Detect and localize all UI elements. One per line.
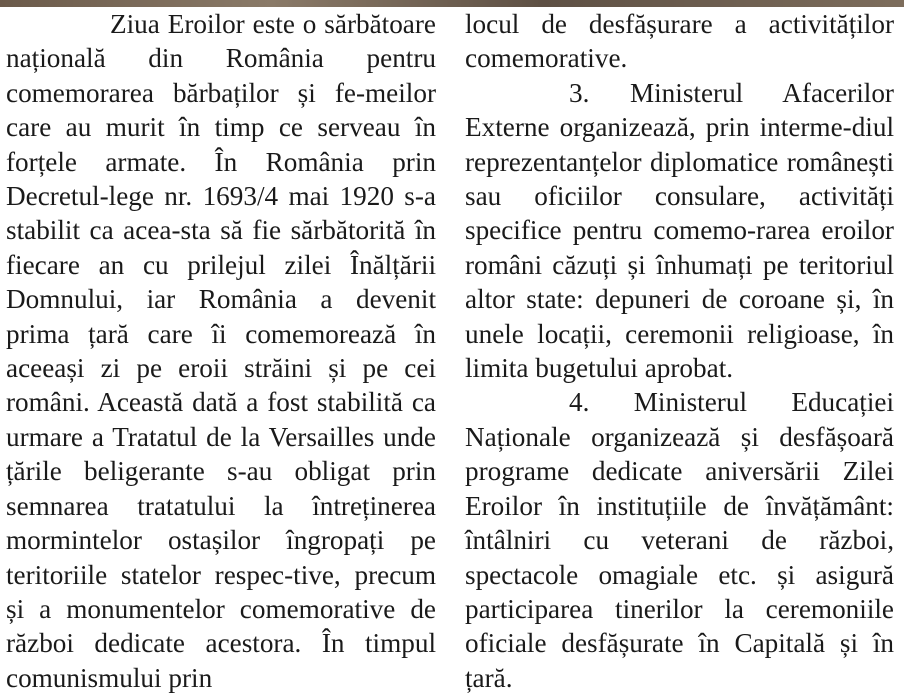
paragraph-continuation: locul de desfășurare a activităților comemorative. (465, 9, 894, 74)
item-3-ministerul-afacerilor-externe: 3. Ministerul Afacerilor Externe organizează, prin interme-diul reprezentanțelor diplomatice românești sau oficiilor consulare, activități specifice pentru comemo-rarea eroilor români căzuți și înhumați pe teritoriul altor state: depuneri de coroane și, în unele locații, ceremonii religioase, în limita bugetului aprobat. (465, 77, 894, 384)
top-decorative-band (0, 0, 904, 7)
item-4-ministerul-educatiei: 4. Ministerul Educației Naționale organizează și desfășoară programe dedicate aniversării Zilei Eroilor în instituțiile de învățământ: întâlniri cu veterani de război, spectacole omagiale etc. și asigură participarea tinerilor la ceremoniile oficiale desfășurate în Capitală și în țară. (465, 387, 894, 693)
right-text-column (465, 7, 894, 695)
left-text-column (6, 7, 436, 695)
paragraph-zilei-eroilor: Ziua Eroilor este o sărbătoare națională din România pentru comemorarea bărbaților și fe-meilor care au murit în timp ce serveau în forțele armate. În România prin Decretul-lege nr. 1693/4 mai 1920 s-a stabilit ca acea-sta să fie sărbătorită în fiecare an cu prilejul zilei Înălțării Domnului, iar România a devenit prima țară care îi comemorează în aceeași zi pe eroii străini și pe cei români. Această dată a fost stabilită ca urmare a Tratatul de la Versailles unde țările beligerante s-au obligat prin semnarea tratatului la întreținerea mormintelor ostașilor îngropați pe teritoriile statelor respec-tive, precum și a monumentelor comemorative de război dedicate acestora. În timpul comunismului prin (6, 9, 436, 693)
